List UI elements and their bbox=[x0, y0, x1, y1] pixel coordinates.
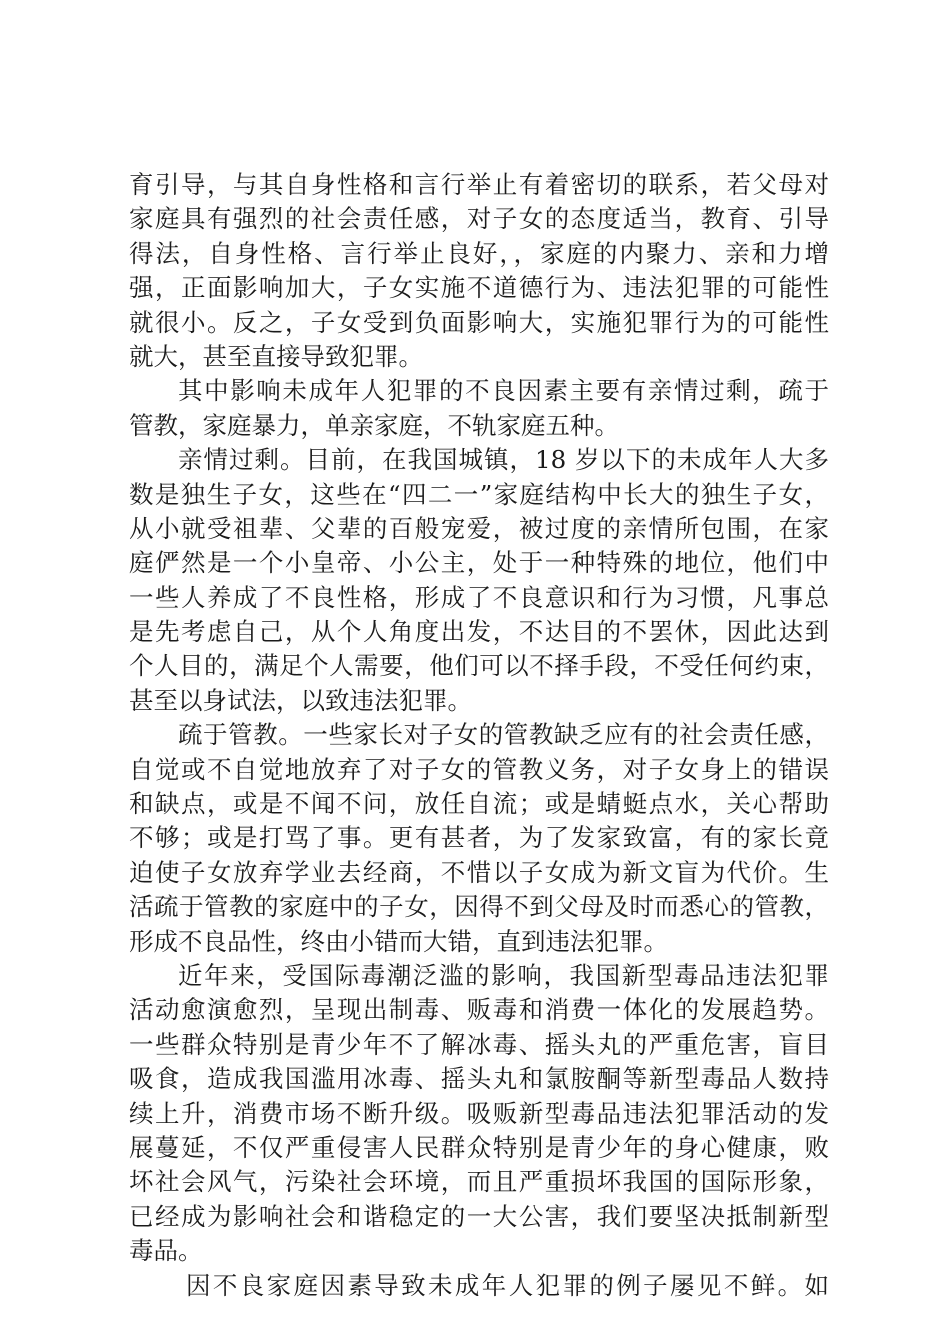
text-line: 吸食，造成我国滥用冰毒、摇头丸和氯胺酮等新型毒品人数持 bbox=[129, 1064, 829, 1094]
text-line: 家庭具有强烈的社会责任感，对子女的态度适当，教育、引导 bbox=[129, 204, 829, 234]
body-text bbox=[129, 168, 829, 1303]
text-line: 已经成为影响社会和谐稳定的一大公害，我们要坚决抵制新型 bbox=[129, 1201, 829, 1231]
text-line: 活动愈演愈烈，呈现出制毒、贩毒和消费一体化的发展趋势。 bbox=[129, 995, 829, 1025]
text-line: 从小就受祖辈、父辈的百般宠爱，被过度的亲情所包围，在家 bbox=[129, 513, 829, 543]
text-line: 自觉或不自觉地放弃了对子女的管教义务，对子女身上的错误 bbox=[129, 754, 829, 784]
text-line: 就大，甚至直接导致犯罪。 bbox=[129, 341, 423, 371]
text-line: 迫使子女放弃学业去经商，不惜以子女成为新文盲为代价。生 bbox=[129, 857, 829, 887]
text-line: 活疏于管教的家庭中的子女，因得不到父母及时而悉心的管教， bbox=[129, 892, 829, 922]
text-line: 一些人养成了不良性格，形成了不良意识和行为习惯，凡事总 bbox=[129, 582, 829, 612]
text-line: 强，正面影响加大，子女实施不道德行为、违法犯罪的可能性 bbox=[129, 273, 829, 303]
text-line: 就很小。反之，子女受到负面影响大，实施犯罪行为的可能性 bbox=[129, 307, 829, 337]
text-line: 数是独生子女，这些在“四二一”家庭结构中长大的独生子女， bbox=[129, 479, 829, 509]
paragraph-first-line: 因不良家庭因素导致未成年人犯罪的例子屡见不鲜。如 bbox=[186, 1270, 829, 1300]
paragraph-first-line: 疏于管教。一些家长对子女的管教缺乏应有的社会责任感， bbox=[178, 720, 829, 750]
paragraph-first-line: 近年来，受国际毒潮泛滥的影响，我国新型毒品违法犯罪 bbox=[178, 960, 829, 990]
text-line: 管教，家庭暴力，单亲家庭，不轨家庭五种。 bbox=[129, 410, 619, 440]
text-line: 坏社会风气，污染社会环境，而且严重损坏我国的国际形象， bbox=[129, 1167, 829, 1197]
text-line: 展蔓延，不仅严重侵害人民群众特别是青少年的身心健康，败 bbox=[129, 1132, 829, 1162]
text-line: 毒品。 bbox=[129, 1236, 203, 1266]
paragraph-first-line: 其中影响未成年人犯罪的不良因素主要有亲情过剩，疏于 bbox=[178, 376, 829, 406]
text-line: 得法，自身性格、言行举止良好，，家庭的内聚力、亲和力增 bbox=[129, 238, 829, 268]
text-line: 庭俨然是一个小皇帝、小公主，处于一种特殊的地位，他们中 bbox=[129, 548, 829, 578]
paragraph-first-line: 亲情过剩。目前，在我国城镇，18 岁以下的未成年人大多 bbox=[178, 445, 829, 475]
text-line: 个人目的，满足个人需要，他们可以不择手段，不受任何约束， bbox=[129, 651, 829, 681]
text-line: 甚至以身试法，以致违法犯罪。 bbox=[129, 685, 472, 715]
text-line: 和缺点，或是不闻不问，放任自流；或是蜻蜓点水，关心帮助 bbox=[129, 789, 829, 819]
text-line: 一些群众特别是青少年不了解冰毒、摇头丸的严重危害，盲目 bbox=[129, 1029, 829, 1059]
text-line: 是先考虑自己，从个人角度出发，不达目的不罢休，因此达到 bbox=[129, 617, 829, 647]
text-line: 续上升，消费市场不断升级。吸贩新型毒品违法犯罪活动的发 bbox=[129, 1098, 829, 1128]
text-line: 不够；或是打骂了事。更有甚者，为了发家致富，有的家长竟 bbox=[129, 823, 829, 853]
text-line: 形成不良品性，终由小错而大错，直到违法犯罪。 bbox=[129, 926, 668, 956]
text-line: 育引导，与其自身性格和言行举止有着密切的联系，若父母对 bbox=[129, 170, 829, 199]
